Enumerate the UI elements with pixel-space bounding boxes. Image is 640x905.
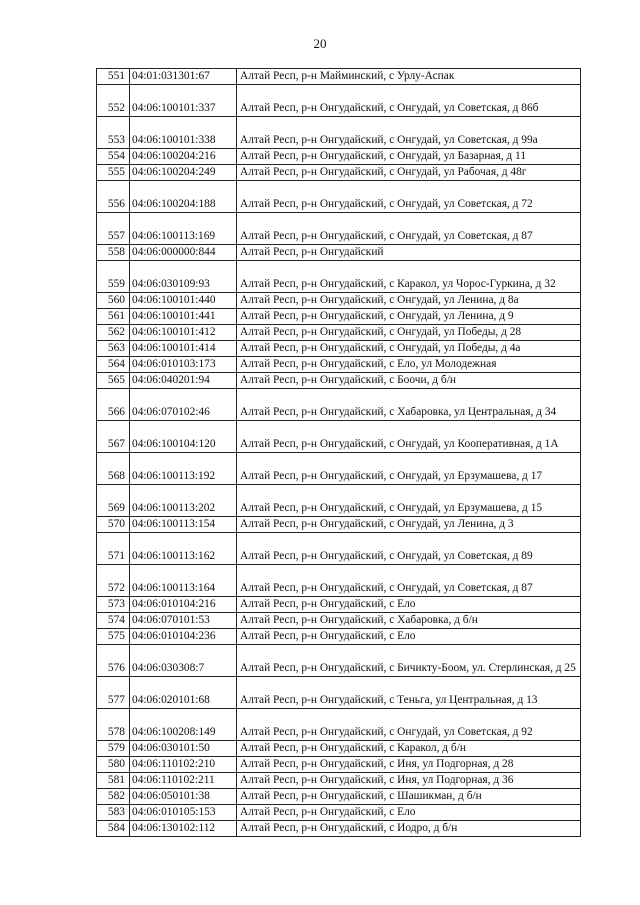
table-row bbox=[97, 485, 581, 517]
address: Алтай Респ, р-н Онгудайский, с Онгудай, ул Кооперативная, д 1А bbox=[237, 421, 581, 453]
table-row bbox=[97, 645, 581, 677]
address: Алтай Респ, р-н Онгудайский, с Иодро, д б/н bbox=[237, 821, 581, 837]
table-row bbox=[97, 293, 581, 309]
address: Алтай Респ, р-н Онгудайский, с Онгудай, ул Советская, д 86б bbox=[237, 85, 581, 117]
row-number: 559 bbox=[97, 261, 130, 293]
address: Алтай Респ, р-н Онгудайский, с Ело bbox=[237, 629, 581, 645]
row-number: 569 bbox=[97, 485, 130, 517]
row-number: 579 bbox=[97, 741, 130, 757]
table-row bbox=[97, 773, 581, 789]
address: Алтай Респ, р-н Онгудайский, с Онгудай, ул Рабочая, д 48г bbox=[237, 165, 581, 181]
table-row bbox=[97, 613, 581, 629]
cadastral-number: 04:06:100101:441 bbox=[130, 309, 237, 325]
table-row bbox=[97, 245, 581, 261]
cadastral-number: 04:01:031301:67 bbox=[130, 69, 237, 85]
table-row bbox=[97, 309, 581, 325]
table-row bbox=[97, 517, 581, 533]
cadastral-number: 04:06:100113:169 bbox=[130, 213, 237, 245]
cadastral-number: 04:06:130102:112 bbox=[130, 821, 237, 837]
cadastral-number: 04:06:100204:249 bbox=[130, 165, 237, 181]
table-row bbox=[97, 709, 581, 741]
row-number: 577 bbox=[97, 677, 130, 709]
row-number: 571 bbox=[97, 533, 130, 565]
table-row bbox=[97, 165, 581, 181]
address: Алтай Респ, р-н Онгудайский, с Онгудай, ул Ленина, д 9 bbox=[237, 309, 581, 325]
cadastral-number: 04:06:100101:338 bbox=[130, 117, 237, 149]
address: Алтай Респ, р-н Онгудайский, с Онгудай, ул Ленина, д 8а bbox=[237, 293, 581, 309]
cadastral-number: 04:06:100204:216 bbox=[130, 149, 237, 165]
address: Алтай Респ, р-н Онгудайский, с Онгудай, ул Ерзумашева, д 15 bbox=[237, 485, 581, 517]
address: Алтай Респ, р-н Онгудайский, с Иня, ул Подгорная, д 28 bbox=[237, 757, 581, 773]
row-number: 581 bbox=[97, 773, 130, 789]
row-number: 568 bbox=[97, 453, 130, 485]
address: Алтай Респ, р-н Онгудайский, с Онгудай, ул Советская, д 72 bbox=[237, 181, 581, 213]
address: Алтай Респ, р-н Майминский, с Урлу-Аспак bbox=[237, 69, 581, 85]
address: Алтай Респ, р-н Онгудайский, с Бичикту-Боом, ул. Стерлинская, д 25 bbox=[237, 645, 581, 677]
cadastral-number: 04:06:100101:414 bbox=[130, 341, 237, 357]
address: Алтай Респ, р-н Онгудайский, с Онгудай, ул Ерзумашева, д 17 bbox=[237, 453, 581, 485]
cadastral-number: 04:06:100208:149 bbox=[130, 709, 237, 741]
page-number: 20 bbox=[313, 36, 327, 51]
table-row bbox=[97, 389, 581, 421]
table-row bbox=[97, 373, 581, 389]
table-row bbox=[97, 805, 581, 821]
row-number: 565 bbox=[97, 373, 130, 389]
address: Алтай Респ, р-н Онгудайский, с Иня, ул Подгорная, д 36 bbox=[237, 773, 581, 789]
cadastral-number: 04:06:100204:188 bbox=[130, 181, 237, 213]
row-number: 557 bbox=[97, 213, 130, 245]
cadastral-number: 04:06:010104:236 bbox=[130, 629, 237, 645]
address: Алтай Респ, р-н Онгудайский, с Онгудай, ул Победы, д 4а bbox=[237, 341, 581, 357]
cadastral-number: 04:06:110102:211 bbox=[130, 773, 237, 789]
address: Алтай Респ, р-н Онгудайский, с Хабаровка, ул Центральная, д 34 bbox=[237, 389, 581, 421]
table-row bbox=[97, 757, 581, 773]
row-number: 553 bbox=[97, 117, 130, 149]
table-row bbox=[97, 629, 581, 645]
row-number: 567 bbox=[97, 421, 130, 453]
table-row bbox=[97, 533, 581, 565]
cadastral-number: 04:06:030308:7 bbox=[130, 645, 237, 677]
row-number: 573 bbox=[97, 597, 130, 613]
address: Алтай Респ, р-н Онгудайский, с Ело bbox=[237, 597, 581, 613]
table-row bbox=[97, 357, 581, 373]
address: Алтай Респ, р-н Онгудайский, с Боочи, д б/н bbox=[237, 373, 581, 389]
address: Алтай Респ, р-н Онгудайский, с Онгудай, ул Победы, д 28 bbox=[237, 325, 581, 341]
row-number: 578 bbox=[97, 709, 130, 741]
address: Алтай Респ, р-н Онгудайский, с Онгудай, ул Базарная, д 11 bbox=[237, 149, 581, 165]
row-number: 584 bbox=[97, 821, 130, 837]
row-number: 572 bbox=[97, 565, 130, 597]
cadastral-number: 04:06:100113:164 bbox=[130, 565, 237, 597]
cadastral-number: 04:06:100113:162 bbox=[130, 533, 237, 565]
address: Алтай Респ, р-н Онгудайский, с Шашикман, д б/н bbox=[237, 789, 581, 805]
address: Алтай Респ, р-н Онгудайский, с Хабаровка, д б/н bbox=[237, 613, 581, 629]
row-number: 560 bbox=[97, 293, 130, 309]
table-row bbox=[97, 261, 581, 293]
table-row bbox=[97, 325, 581, 341]
registry-table-body bbox=[97, 69, 581, 837]
cadastral-number: 04:06:030101:50 bbox=[130, 741, 237, 757]
row-number: 576 bbox=[97, 645, 130, 677]
address: Алтай Респ, р-н Онгудайский, с Онгудай, ул Советская, д 89 bbox=[237, 533, 581, 565]
address: Алтай Респ, р-н Онгудайский, с Теньга, ул Центральная, д 13 bbox=[237, 677, 581, 709]
row-number: 555 bbox=[97, 165, 130, 181]
row-number: 580 bbox=[97, 757, 130, 773]
row-number: 552 bbox=[97, 85, 130, 117]
row-number: 561 bbox=[97, 309, 130, 325]
row-number: 566 bbox=[97, 389, 130, 421]
table-row bbox=[97, 565, 581, 597]
row-number: 583 bbox=[97, 805, 130, 821]
table-row bbox=[97, 421, 581, 453]
cadastral-number: 04:06:030109:93 bbox=[130, 261, 237, 293]
row-number: 551 bbox=[97, 69, 130, 85]
row-number: 564 bbox=[97, 357, 130, 373]
table-row bbox=[97, 453, 581, 485]
cadastral-number: 04:06:010105:153 bbox=[130, 805, 237, 821]
table-row bbox=[97, 181, 581, 213]
cadastral-number: 04:06:100113:154 bbox=[130, 517, 237, 533]
table-row bbox=[97, 149, 581, 165]
address: Алтай Респ, р-н Онгудайский, с Онгудай, ул Ленина, д 3 bbox=[237, 517, 581, 533]
cadastral-number: 04:06:100101:337 bbox=[130, 85, 237, 117]
cadastral-number: 04:06:100101:412 bbox=[130, 325, 237, 341]
cadastral-number: 04:06:110102:210 bbox=[130, 757, 237, 773]
cadastral-number: 04:06:070101:53 bbox=[130, 613, 237, 629]
cadastral-number: 04:06:040201:94 bbox=[130, 373, 237, 389]
address: Алтай Респ, р-н Онгудайский, с Каракол, д б/н bbox=[237, 741, 581, 757]
row-number: 554 bbox=[97, 149, 130, 165]
table-row bbox=[97, 85, 581, 117]
row-number: 574 bbox=[97, 613, 130, 629]
table-row bbox=[97, 341, 581, 357]
cadastral-number: 04:06:100101:440 bbox=[130, 293, 237, 309]
row-number: 558 bbox=[97, 245, 130, 261]
table-row bbox=[97, 821, 581, 837]
row-number: 563 bbox=[97, 341, 130, 357]
cadastral-number: 04:06:010104:216 bbox=[130, 597, 237, 613]
address: Алтай Респ, р-н Онгудайский, с Онгудай, ул Советская, д 87 bbox=[237, 565, 581, 597]
cadastral-number: 04:06:020101:68 bbox=[130, 677, 237, 709]
row-number: 562 bbox=[97, 325, 130, 341]
table-row bbox=[97, 741, 581, 757]
row-number: 570 bbox=[97, 517, 130, 533]
row-number: 582 bbox=[97, 789, 130, 805]
table-row bbox=[97, 213, 581, 245]
address: Алтай Респ, р-н Онгудайский bbox=[237, 245, 581, 261]
cadastral-number: 04:06:100113:192 bbox=[130, 453, 237, 485]
address: Алтай Респ, р-н Онгудайский, с Ело, ул Молодежная bbox=[237, 357, 581, 373]
address: Алтай Респ, р-н Онгудайский, с Онгудай, ул Советская, д 87 bbox=[237, 213, 581, 245]
address: Алтай Респ, р-н Онгудайский, с Ело bbox=[237, 805, 581, 821]
cadastral-number: 04:06:100104:120 bbox=[130, 421, 237, 453]
cadastral-number: 04:06:050101:38 bbox=[130, 789, 237, 805]
table-row bbox=[97, 789, 581, 805]
row-number: 556 bbox=[97, 181, 130, 213]
cadastral-number: 04:06:100113:202 bbox=[130, 485, 237, 517]
cadastral-number: 04:06:000000:844 bbox=[130, 245, 237, 261]
table-row bbox=[97, 117, 581, 149]
row-number: 575 bbox=[97, 629, 130, 645]
registry-table bbox=[96, 68, 581, 837]
address: Алтай Респ, р-н Онгудайский, с Онгудай, ул Советская, д 92 bbox=[237, 709, 581, 741]
address: Алтай Респ, р-н Онгудайский, с Онгудай, ул Советская, д 99а bbox=[237, 117, 581, 149]
cadastral-number: 04:06:010103:173 bbox=[130, 357, 237, 373]
cadastral-number: 04:06:070102:46 bbox=[130, 389, 237, 421]
address: Алтай Респ, р-н Онгудайский, с Каракол, ул Чорос-Гуркина, д 32 bbox=[237, 261, 581, 293]
table-row bbox=[97, 597, 581, 613]
table-row bbox=[97, 677, 581, 709]
table-row bbox=[97, 69, 581, 85]
